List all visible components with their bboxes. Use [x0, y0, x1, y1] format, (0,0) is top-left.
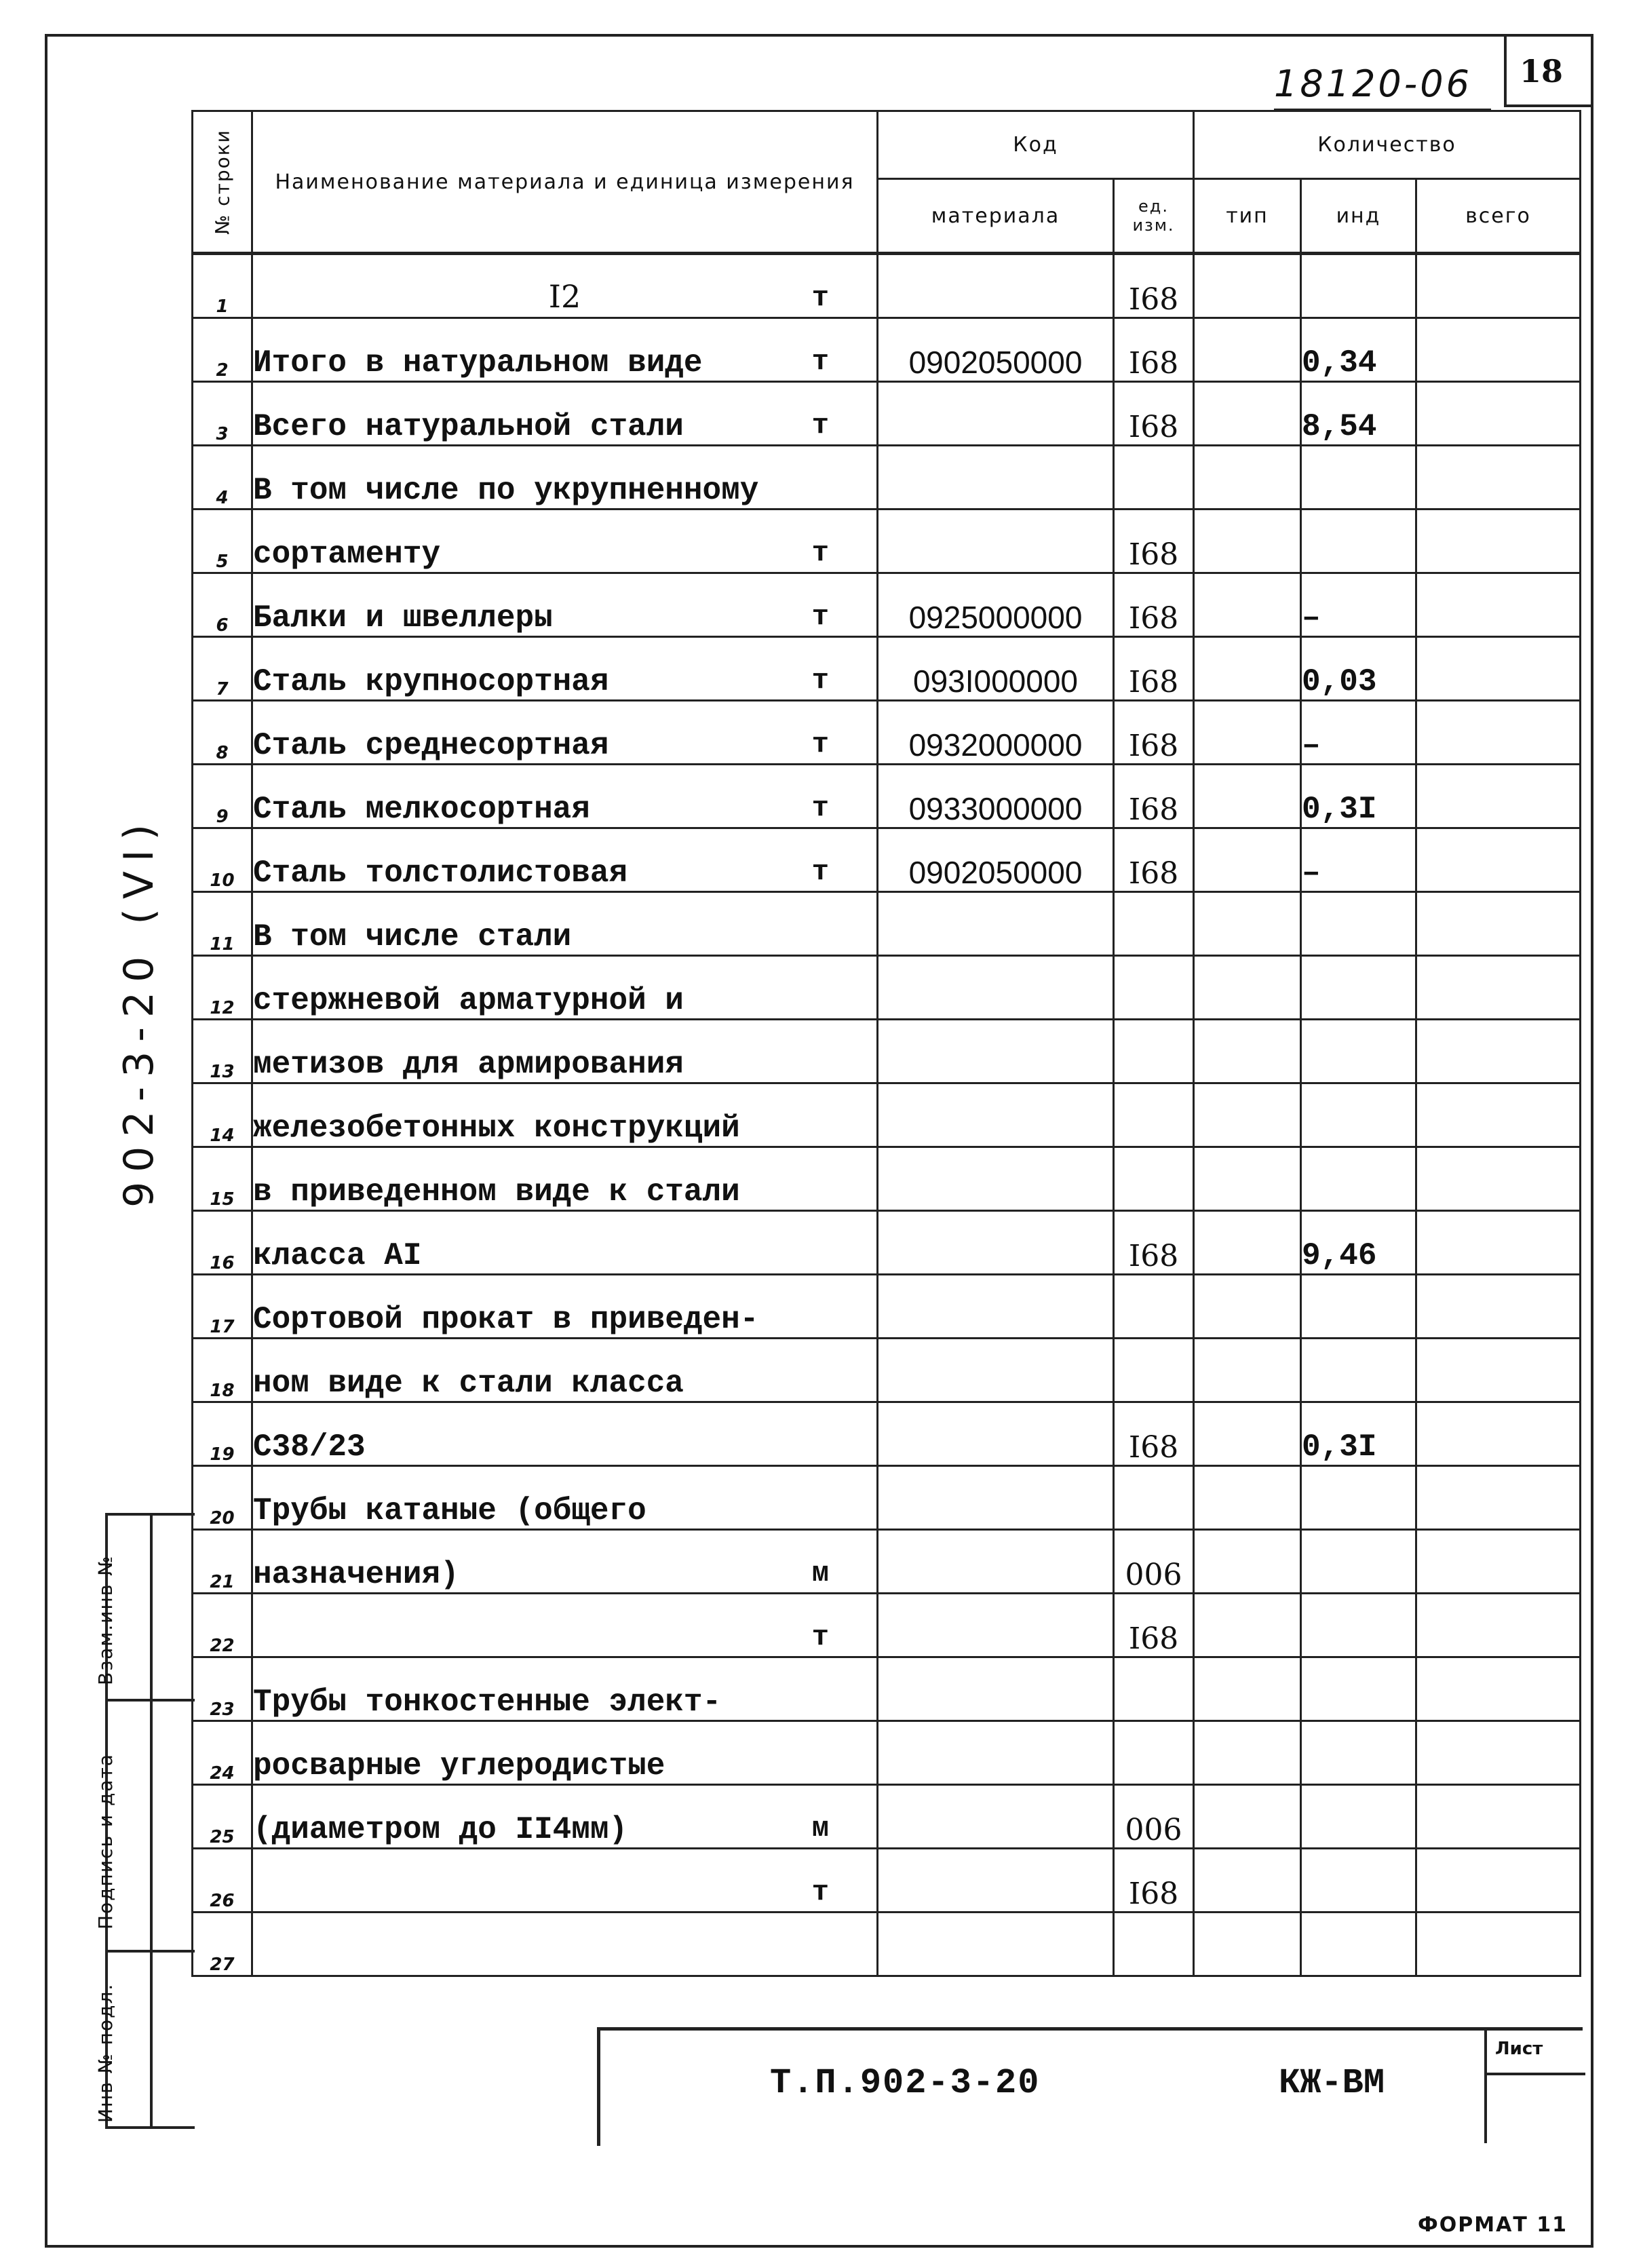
- row-material-code: [878, 1211, 1114, 1275]
- row-qty-type: [1194, 573, 1301, 637]
- row-unit-code: I68: [1114, 382, 1194, 446]
- row-unit-code: [1114, 1913, 1194, 1976]
- row-name: [252, 765, 878, 828]
- row-material-code: [878, 1594, 1114, 1657]
- row-material-code: [878, 1275, 1114, 1339]
- row-unit-code: I68: [1114, 318, 1194, 382]
- row-qty-total: [1416, 1785, 1581, 1849]
- row-material-code: [878, 1466, 1114, 1530]
- table-row: [193, 1147, 1581, 1211]
- row-qty-ind: [1301, 1466, 1416, 1530]
- row-qty-ind: [1301, 1275, 1416, 1339]
- row-unit-code: [1114, 1020, 1194, 1083]
- row-number: 13: [193, 1020, 252, 1083]
- row-name: [252, 254, 878, 318]
- row-unit: т: [811, 282, 829, 314]
- table-row: [193, 510, 1581, 573]
- row-name-text: Сталь среднесортная: [253, 728, 609, 763]
- row-unit-code: [1114, 1339, 1194, 1402]
- header-quantity: Количество: [1194, 111, 1581, 179]
- row-unit-code: [1114, 1721, 1194, 1785]
- row-name: [252, 1785, 878, 1849]
- row-qty-type: [1194, 1211, 1301, 1275]
- row-qty-type: [1194, 446, 1301, 510]
- row-qty-ind: 9,46: [1301, 1211, 1416, 1275]
- row-qty-total: [1416, 765, 1581, 828]
- row-unit-code: [1114, 446, 1194, 510]
- table-row: [193, 956, 1581, 1020]
- row-name: [252, 1211, 878, 1275]
- row-name-text: Итого в натуральном виде: [253, 345, 703, 381]
- row-qty-ind: [1301, 254, 1416, 318]
- table-row: [193, 701, 1581, 765]
- row-unit-code: I68: [1114, 510, 1194, 573]
- row-number: 23: [193, 1657, 252, 1721]
- row-name: [252, 1594, 878, 1657]
- row-number: 10: [193, 828, 252, 892]
- row-material-code: [878, 1020, 1114, 1083]
- row-qty-total: [1416, 1147, 1581, 1211]
- row-material-code: 0933000000: [878, 765, 1114, 828]
- row-qty-ind: [1301, 1339, 1416, 1402]
- table-row: [193, 1913, 1581, 1976]
- row-qty-type: [1194, 1339, 1301, 1402]
- stamp-row-separator: [108, 1699, 195, 1702]
- row-qty-ind: –: [1301, 828, 1416, 892]
- table-row: [193, 1594, 1581, 1657]
- row-material-code: 0932000000: [878, 701, 1114, 765]
- row-name: [252, 573, 878, 637]
- row-unit-code: I68: [1114, 701, 1194, 765]
- row-name-text: росварные углеродистые: [253, 1748, 665, 1784]
- row-unit: т: [811, 792, 829, 824]
- row-qty-ind: [1301, 956, 1416, 1020]
- table-row: [193, 892, 1581, 956]
- table-row: [193, 1402, 1581, 1466]
- row-unit-code: [1114, 892, 1194, 956]
- row-name-text: железобетонных конструкций: [253, 1111, 740, 1146]
- row-qty-ind: [1301, 1849, 1416, 1913]
- row-qty-type: [1194, 1849, 1301, 1913]
- row-name: [252, 446, 878, 510]
- row-name: [252, 1913, 878, 1976]
- row-name-text: Сталь толстолистовая: [253, 856, 628, 891]
- row-unit-code: [1114, 1083, 1194, 1147]
- row-qty-ind: [1301, 1657, 1416, 1721]
- row-qty-type: [1194, 254, 1301, 318]
- row-name-text: в приведенном виде к стали: [253, 1174, 740, 1210]
- row-unit-code: I68: [1114, 573, 1194, 637]
- row-qty-ind: [1301, 1913, 1416, 1976]
- sheet-label-box: [1484, 2031, 1585, 2143]
- row-unit-code: [1114, 1147, 1194, 1211]
- row-unit-code: I68: [1114, 828, 1194, 892]
- row-number: 17: [193, 1275, 252, 1339]
- row-material-code: [878, 510, 1114, 573]
- title-mark: КЖ-ВМ: [1279, 2063, 1385, 2103]
- row-qty-total: [1416, 318, 1581, 382]
- row-material-code: 0902050000: [878, 318, 1114, 382]
- document-code: 18120-06: [1274, 62, 1472, 105]
- row-material-code: [878, 1913, 1114, 1976]
- row-material-code: [878, 1530, 1114, 1594]
- row-qty-type: [1194, 1913, 1301, 1976]
- format-label: ФОРМАТ 11: [1418, 2213, 1568, 2237]
- header-row-number: № строки: [193, 111, 252, 254]
- row-qty-total: [1416, 1211, 1581, 1275]
- row-unit-code: I68: [1114, 1594, 1194, 1657]
- row-material-code: 0902050000: [878, 828, 1114, 892]
- row-qty-total: [1416, 701, 1581, 765]
- spacer-cell: [193, 1976, 1581, 1978]
- sheet-label: Лист: [1495, 2039, 1543, 2059]
- row-qty-total: [1416, 1530, 1581, 1594]
- table-row: [193, 1530, 1581, 1594]
- row-unit: т: [811, 1621, 829, 1653]
- row-qty-type: [1194, 828, 1301, 892]
- row-name-text: метизов для армирования: [253, 1047, 684, 1082]
- table-row: [193, 1083, 1581, 1147]
- row-qty-ind: [1301, 446, 1416, 510]
- row-qty-type: [1194, 1275, 1301, 1339]
- row-qty-ind: [1301, 1721, 1416, 1785]
- row-qty-total: [1416, 1339, 1581, 1402]
- row-name-text: Всего натуральной стали: [253, 409, 684, 444]
- header-material-name: Наименование материала и единица измерения: [252, 111, 878, 254]
- row-qty-total: [1416, 1466, 1581, 1530]
- stamp-label-signature-date: Подпись и дата: [94, 1753, 117, 1929]
- table-row: [193, 828, 1581, 892]
- table-spacer-row: [193, 1976, 1581, 1978]
- row-name: [252, 1466, 878, 1530]
- row-number: 6: [193, 573, 252, 637]
- row-unit: т: [811, 600, 829, 633]
- row-qty-ind: 8,54: [1301, 382, 1416, 446]
- row-qty-type: [1194, 1657, 1301, 1721]
- materials-table: [191, 110, 1581, 1977]
- row-name: [252, 1721, 878, 1785]
- row-qty-ind: [1301, 1083, 1416, 1147]
- row-qty-type: [1194, 1083, 1301, 1147]
- row-number: 5: [193, 510, 252, 573]
- materials-table-body: [193, 254, 1581, 1978]
- row-number: 19: [193, 1402, 252, 1466]
- stamp-label-original-inv: Инв № подл.: [94, 1982, 117, 2123]
- row-qty-ind: 0,34: [1301, 318, 1416, 382]
- row-number: 24: [193, 1721, 252, 1785]
- side-approval-stamp: [94, 1513, 195, 2129]
- row-material-code: [878, 1849, 1114, 1913]
- row-unit-code: I68: [1114, 637, 1194, 701]
- row-unit-code: I68: [1114, 254, 1194, 318]
- row-qty-ind: –: [1301, 701, 1416, 765]
- table-row: [193, 573, 1581, 637]
- table-row: [193, 318, 1581, 382]
- row-number: 22: [193, 1594, 252, 1657]
- table-row: [193, 1466, 1581, 1530]
- row-qty-type: [1194, 637, 1301, 701]
- row-unit: т: [811, 345, 829, 378]
- row-qty-total: [1416, 1657, 1581, 1721]
- header-qty-type: тип: [1194, 179, 1301, 254]
- table-row: [193, 1339, 1581, 1402]
- table-row: [193, 1721, 1581, 1785]
- row-qty-type: [1194, 1147, 1301, 1211]
- row-number: 4: [193, 446, 252, 510]
- stamp-row-separator: [108, 1950, 195, 1953]
- row-number: 27: [193, 1913, 252, 1976]
- row-unit-code: 006: [1114, 1785, 1194, 1849]
- row-name-text: назначения): [253, 1557, 459, 1592]
- row-qty-ind: [1301, 1530, 1416, 1594]
- table-row: [193, 382, 1581, 446]
- row-name: [252, 1339, 878, 1402]
- stamp-label-exchange-inv: Взам.инв №: [94, 1554, 117, 1685]
- row-name-text: В том числе по укрупненному: [253, 473, 759, 508]
- row-qty-total: [1416, 956, 1581, 1020]
- row-unit: т: [811, 1876, 829, 1908]
- row-unit-code: 006: [1114, 1530, 1194, 1594]
- row-name: [252, 1657, 878, 1721]
- row-material-code: [878, 1657, 1114, 1721]
- row-number: 8: [193, 701, 252, 765]
- row-name: [252, 318, 878, 382]
- row-name-text: сортаменту: [253, 537, 441, 572]
- row-name: [252, 1402, 878, 1466]
- row-name: [252, 1530, 878, 1594]
- table-row: [193, 1275, 1581, 1339]
- row-name-text: Трубы катаные (общего: [253, 1493, 646, 1529]
- row-qty-total: [1416, 1020, 1581, 1083]
- row-qty-total: [1416, 1721, 1581, 1785]
- row-unit: т: [811, 856, 829, 888]
- table-row: [193, 446, 1581, 510]
- row-unit-code: I68: [1114, 1211, 1194, 1275]
- row-number: 16: [193, 1211, 252, 1275]
- row-name: [252, 1849, 878, 1913]
- row-qty-total: [1416, 1083, 1581, 1147]
- row-name-text: стержневой арматурной и: [253, 983, 684, 1018]
- row-name-text: Балки и швеллеры: [253, 600, 553, 636]
- row-number: 25: [193, 1785, 252, 1849]
- table-row: [193, 1849, 1581, 1913]
- row-qty-type: [1194, 1785, 1301, 1849]
- row-qty-ind: [1301, 1785, 1416, 1849]
- row-material-code: [878, 1402, 1114, 1466]
- row-number: 18: [193, 1339, 252, 1402]
- row-qty-ind: [1301, 892, 1416, 956]
- row-number: 26: [193, 1849, 252, 1913]
- row-name: [252, 637, 878, 701]
- row-qty-ind: –: [1301, 573, 1416, 637]
- row-qty-total: [1416, 828, 1581, 892]
- row-qty-total: [1416, 1913, 1581, 1976]
- header-code-unit: ед. изм.: [1114, 179, 1194, 254]
- title-block: [597, 2027, 1583, 2146]
- row-number: 7: [193, 637, 252, 701]
- row-qty-type: [1194, 956, 1301, 1020]
- row-qty-total: [1416, 254, 1581, 318]
- row-qty-total: [1416, 510, 1581, 573]
- row-name: [252, 828, 878, 892]
- row-unit-code: [1114, 956, 1194, 1020]
- row-name: [252, 1147, 878, 1211]
- row-qty-type: [1194, 1721, 1301, 1785]
- row-number: 14: [193, 1083, 252, 1147]
- row-unit-code: I68: [1114, 1849, 1194, 1913]
- stamp-divider: [150, 1516, 153, 2126]
- table-row: [193, 1211, 1581, 1275]
- table-row: [193, 254, 1581, 318]
- row-material-code: [878, 1721, 1114, 1785]
- row-material-code: [878, 446, 1114, 510]
- table-row: [193, 1785, 1581, 1849]
- row-name: [252, 1275, 878, 1339]
- row-material-code: [878, 1147, 1114, 1211]
- table-row: [193, 637, 1581, 701]
- row-unit-code: [1114, 1275, 1194, 1339]
- row-material-code: [878, 1339, 1114, 1402]
- row-qty-ind: [1301, 1147, 1416, 1211]
- row-name-text: Трубы тонкостенные элект-: [253, 1685, 722, 1720]
- row-unit-code: I68: [1114, 1402, 1194, 1466]
- row-number: 11: [193, 892, 252, 956]
- row-material-code: [878, 254, 1114, 318]
- row-name: [252, 1020, 878, 1083]
- row-material-code: [878, 892, 1114, 956]
- row-qty-type: [1194, 1594, 1301, 1657]
- title-designation: Т.П.902-3-20: [770, 2063, 1041, 2103]
- row-qty-type: [1194, 1530, 1301, 1594]
- row-name-text: I2: [548, 278, 581, 315]
- row-unit: т: [811, 728, 829, 761]
- row-number: 20: [193, 1466, 252, 1530]
- row-name-text: ном виде к стали класса: [253, 1366, 684, 1401]
- row-number: 3: [193, 382, 252, 446]
- row-name-text: В том числе стали: [253, 919, 572, 955]
- row-material-code: 093I000000: [878, 637, 1114, 701]
- row-qty-total: [1416, 1275, 1581, 1339]
- row-material-code: [878, 1785, 1114, 1849]
- row-unit: м: [811, 1812, 829, 1845]
- row-unit: т: [811, 537, 829, 569]
- row-qty-ind: 0,3I: [1301, 1402, 1416, 1466]
- row-qty-type: [1194, 318, 1301, 382]
- header-code: Код: [878, 111, 1194, 179]
- sheet-number: 18: [1520, 53, 1564, 90]
- row-name-text: С38/23: [253, 1429, 366, 1465]
- row-unit: м: [811, 1557, 829, 1590]
- row-name: [252, 382, 878, 446]
- header-qty-total: всего: [1416, 179, 1581, 254]
- row-number: 21: [193, 1530, 252, 1594]
- row-qty-type: [1194, 701, 1301, 765]
- table-row: [193, 765, 1581, 828]
- row-name: [252, 956, 878, 1020]
- row-name: [252, 1083, 878, 1147]
- row-unit: т: [811, 664, 829, 697]
- row-number: 15: [193, 1147, 252, 1211]
- row-number: 2: [193, 318, 252, 382]
- row-qty-type: [1194, 510, 1301, 573]
- row-qty-type: [1194, 892, 1301, 956]
- row-qty-total: [1416, 892, 1581, 956]
- row-material-code: 0925000000: [878, 573, 1114, 637]
- side-project-code-text: 902-3-20 (VI): [115, 815, 163, 1208]
- row-qty-type: [1194, 765, 1301, 828]
- row-qty-total: [1416, 1594, 1581, 1657]
- row-material-code: [878, 956, 1114, 1020]
- row-qty-type: [1194, 1020, 1301, 1083]
- row-name: [252, 510, 878, 573]
- row-qty-type: [1194, 1466, 1301, 1530]
- row-number: 12: [193, 956, 252, 1020]
- table-row: [193, 1020, 1581, 1083]
- row-qty-total: [1416, 446, 1581, 510]
- row-qty-total: [1416, 573, 1581, 637]
- row-material-code: [878, 1083, 1114, 1147]
- row-qty-total: [1416, 1849, 1581, 1913]
- row-name-text: Сортовой прокат в приведен-: [253, 1302, 759, 1337]
- row-name: [252, 701, 878, 765]
- row-qty-ind: [1301, 1594, 1416, 1657]
- row-qty-total: [1416, 637, 1581, 701]
- table-row: [193, 1657, 1581, 1721]
- row-unit-code: I68: [1114, 765, 1194, 828]
- row-unit-code: [1114, 1466, 1194, 1530]
- row-number: 1: [193, 254, 252, 318]
- row-qty-total: [1416, 382, 1581, 446]
- row-unit-code: [1114, 1657, 1194, 1721]
- row-unit: т: [811, 409, 829, 442]
- row-qty-ind: [1301, 510, 1416, 573]
- row-name-text: класса AI: [253, 1238, 422, 1273]
- row-name-text: Сталь крупносортная: [253, 664, 609, 699]
- row-name-text: (диаметром до II4мм): [253, 1812, 628, 1847]
- row-qty-ind: 0,03: [1301, 637, 1416, 701]
- header-qty-ind: инд: [1301, 179, 1416, 254]
- row-number: 9: [193, 765, 252, 828]
- row-name-text: Сталь мелкосортная: [253, 792, 590, 827]
- header-code-material: материала: [878, 179, 1114, 254]
- row-qty-type: [1194, 1402, 1301, 1466]
- row-name: [252, 892, 878, 956]
- row-material-code: [878, 382, 1114, 446]
- row-qty-total: [1416, 1402, 1581, 1466]
- row-qty-ind: [1301, 1020, 1416, 1083]
- row-qty-type: [1194, 382, 1301, 446]
- row-qty-ind: 0,3I: [1301, 765, 1416, 828]
